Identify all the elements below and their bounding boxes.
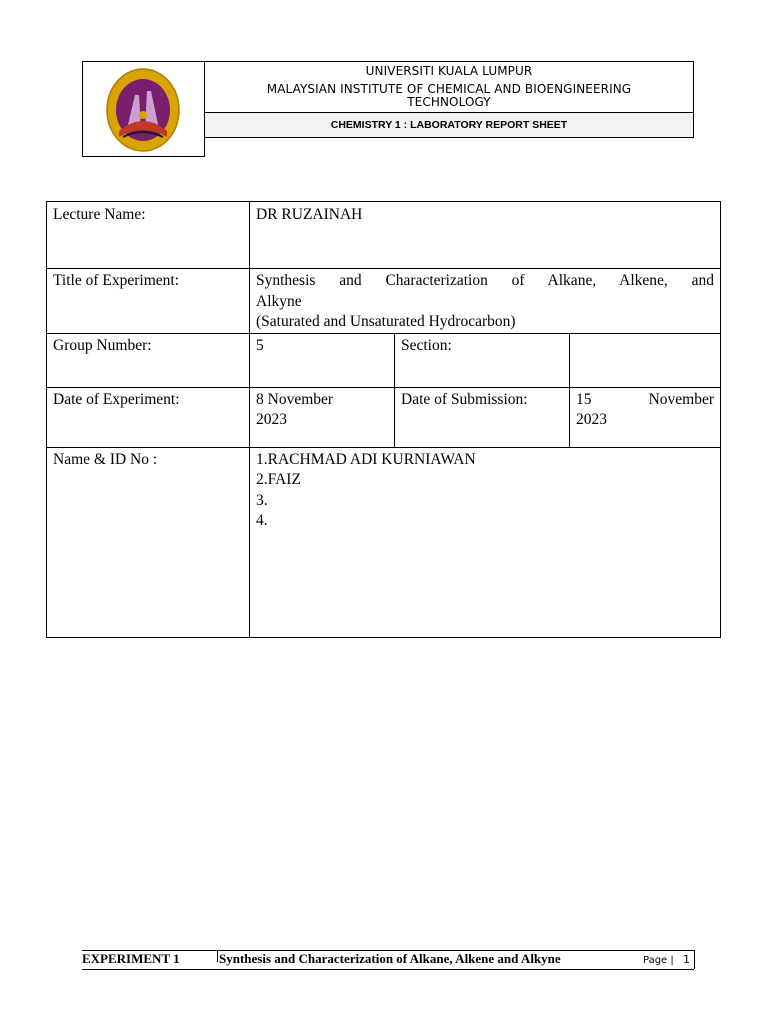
names-value [250,447,721,637]
footer-title: Synthesis and Characterization of Alkane, Alkene and Alkyne [219,951,561,966]
page-footer [82,950,694,970]
date-row [47,387,721,447]
logo-cell [82,61,205,157]
name-entry-2: 2.FAIZ [256,471,301,488]
group-row [47,333,721,387]
lecture-value: DR RUZAINAH [250,202,721,269]
footer-experiment: EXPERIMENT 1 [82,951,180,966]
group-label: Group Number: [47,333,250,387]
report-info-table [46,201,721,638]
names-label: Name & ID No : [47,447,250,637]
lecture-row [47,202,721,269]
title-line2: Alkyne [256,292,302,310]
institute-name-line2: TECHNOLOGY [407,95,491,109]
date-sub-day: 15 [576,390,592,408]
lecture-label: Lecture Name: [47,202,250,269]
report-header [82,61,694,157]
date-sub-label: Date of Submission: [395,387,570,447]
names-row [47,447,721,637]
section-label: Section: [395,333,570,387]
title-row [47,269,721,334]
date-exp-line2: 2023 [256,411,287,428]
date-sub-line1 [576,390,714,411]
name-entry-4: 4. [256,512,268,529]
group-value: 5 [250,333,395,387]
sheet-title: CHEMISTRY 1 : LABORATORY REPORT SHEET [205,113,694,138]
footer-page-box [640,951,694,968]
title-line1: Synthesis and Characterization of Alkane, Alkene, and [256,272,714,289]
title-line3: (Saturated and Unsaturated Hydrocarbon) [256,313,516,330]
date-sub-month: November [648,390,714,408]
university-name: UNIVERSITI KUALA LUMPUR [365,64,533,78]
institution-title [205,61,694,113]
date-sub-line2: 2023 [576,411,607,428]
page-number: 1 [683,953,690,966]
title-value [250,269,721,334]
institute-name-line1: MALAYSIAN INSTITUTE OF CHEMICAL AND BIOENGINEERING [266,82,632,96]
footer-right-border [694,950,695,969]
date-sub-value [570,387,721,447]
name-entry-3: 3. [256,491,268,509]
date-exp-value [250,387,395,447]
section-value [570,333,721,387]
footer-divider [217,951,218,962]
page-label: Page | [643,955,674,966]
university-logo [105,67,181,153]
name-entry-1: 1.RACHMAD ADI KURNIAWAN [256,450,476,468]
date-exp-line1: 8 November [256,390,334,408]
date-exp-label: Date of Experiment: [47,387,250,447]
title-label: Title of Experiment: [47,269,250,334]
